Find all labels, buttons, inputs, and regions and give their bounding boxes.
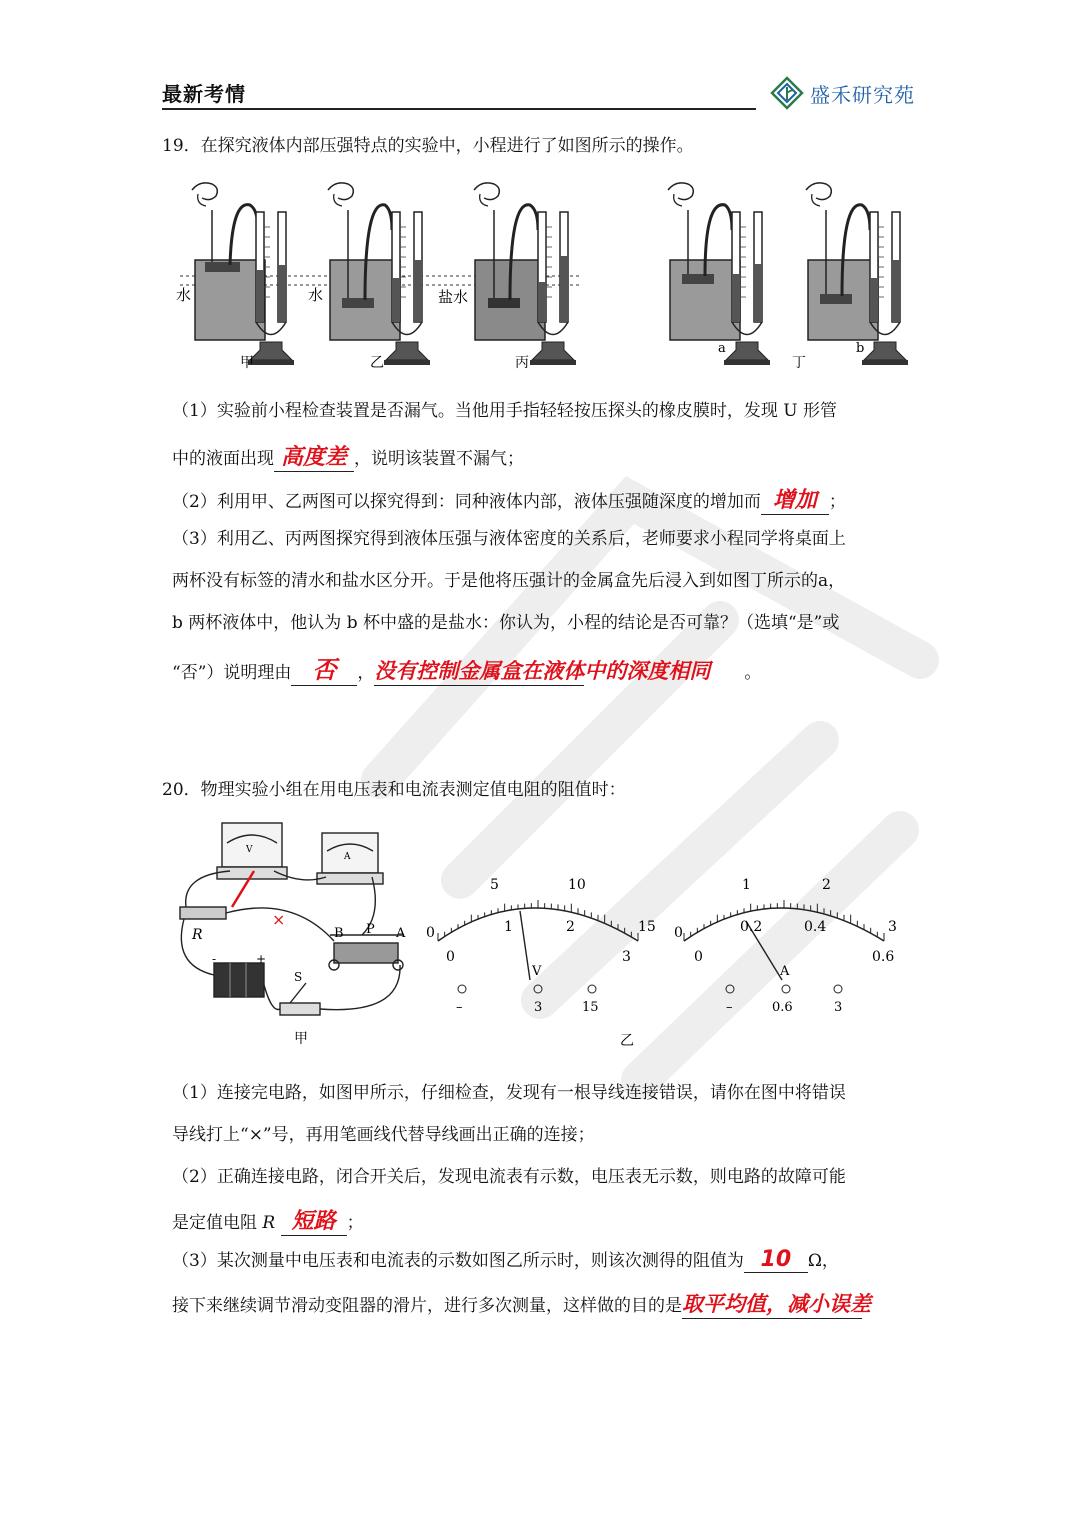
a-top-2: 2 <box>822 877 831 893</box>
q19-stem: 19．在探究液体内部压强特点的实验中，小程进行了如图所示的操作。 <box>162 136 694 156</box>
label-R: R <box>192 927 203 943</box>
header-title: 最新考情 <box>162 82 246 106</box>
battery-plus: + <box>256 952 267 966</box>
fig-yi <box>328 183 430 365</box>
answer-20-3b: 取平均值，减小误差 <box>682 1288 862 1319</box>
battery-minus: - <box>212 952 217 966</box>
v-top-15: 15 <box>638 919 656 935</box>
caption-b: b <box>856 341 865 356</box>
v-bot-0: 0 <box>446 949 455 965</box>
answer-1: 高度差 <box>274 440 354 472</box>
q20-p1-line1: （1）连接完电路，如图甲所示，仔细检查，发现有一根导线连接错误，请你在图中将错误 <box>172 1083 846 1103</box>
a-bot-0.6: 0.6 <box>872 949 895 965</box>
q19-p2-line: （2）利用甲、乙两图可以探究得到：同种液体内部，液体压强随深度的增加而 增加 ； <box>172 483 846 515</box>
fig-ding-b <box>806 183 908 365</box>
v-top-10: 10 <box>568 877 586 893</box>
fig-bing <box>474 183 576 365</box>
fig-jia <box>192 183 294 365</box>
q20-figure <box>172 815 912 1055</box>
label-P: P <box>366 922 375 937</box>
q19-p3-line1: （3）利用乙、丙两图探究得到液体压强与液体密度的关系后，老师要求小程同学将桌面上 <box>172 529 846 549</box>
a-dial-label: A <box>780 964 790 979</box>
q20-p2-line2: 是定值电阻 R 短路 ； <box>172 1204 364 1236</box>
voltmeter-symbol: V <box>246 845 253 855</box>
v-term-3: 3 <box>534 1000 543 1015</box>
a-top-1: 1 <box>742 877 751 893</box>
a-bot-0: 0 <box>694 949 703 965</box>
q19-p3-line2: 两杯没有标签的清水和盐水区分开。于是他将压强计的金属盒先后浸入到如图丁所示的a， <box>172 571 846 591</box>
q20-p1-line2: 导线打上“×”号，再用笔画线代替导线画出正确的连接； <box>172 1125 595 1145</box>
a-term-0.6: 0.6 <box>772 1000 793 1015</box>
q19-p1-line1: （1）实验前小程检查装置是否漏气。当他用手指轻轻按压探头的橡皮膜时，发现 U 形管 <box>172 401 837 421</box>
answer-20-2: 短路 <box>281 1204 347 1236</box>
caption-a: a <box>718 341 726 356</box>
v-bot-2: 2 <box>566 919 575 935</box>
v-term-minus: – <box>456 1000 463 1015</box>
label-S: S <box>294 970 303 984</box>
a-term-3: 3 <box>834 1000 843 1015</box>
v-top-5: 5 <box>490 877 499 893</box>
brand-logo <box>770 76 915 110</box>
a-top-3: 3 <box>888 919 897 935</box>
v-dial-label: V <box>532 964 542 979</box>
caption-yi-20: 乙 <box>620 1033 634 1049</box>
q20-stem: 20．物理实验小组在用电压表和电流表测定值电阻的阻值时： <box>162 780 626 800</box>
v-bot-1: 1 <box>504 919 513 935</box>
circuit-diagram <box>180 823 404 1015</box>
caption-yi: 乙 <box>370 355 384 371</box>
answer-20-3a: 10 <box>744 1247 808 1273</box>
answer-3a: 否 <box>291 650 357 686</box>
ammeter-symbol: A <box>344 852 351 862</box>
leaf-logo-icon <box>770 76 804 110</box>
caption-ding: 丁 <box>792 355 806 371</box>
brand-name: 盛禾研究苑 <box>810 82 915 107</box>
label-salt-water: 盐水 <box>438 288 469 306</box>
q19-p3-line3: b 两杯液体中，他认为 b 杯中盛的是盐水：你认为，小程的结论是否可靠？（选填“是”或 <box>172 613 840 633</box>
answer-2: 增加 <box>761 483 829 515</box>
q19-p3-line4: “否”）说明理由 否 ，没有控制金属盒在液体中的深度相同 。 <box>172 650 601 686</box>
q20-p3-line2: 接下来继续调节滑动变阻器的滑片，进行多次测量，这样做的目的是取平均值，减小误差 <box>172 1288 862 1319</box>
label-water-1: 水 <box>176 286 192 304</box>
header-divider <box>162 108 756 110</box>
v-bot-3: 3 <box>622 949 631 965</box>
voltmeter-dial <box>438 900 638 993</box>
q20-p3-line1: （3）某次测量中电压表和电流表的示数如图乙所示时，则该次测得的阻值为 10 Ω， <box>172 1247 839 1272</box>
caption-jia-20: 甲 <box>294 1031 308 1047</box>
q20-p2-line1: （2）正确连接电路，闭合开关后，发现电流表有示数，电压表无示数，则电路的故障可能 <box>172 1167 846 1187</box>
a-bot-0.4: 0.4 <box>804 919 827 935</box>
v-term-15: 15 <box>582 1000 599 1015</box>
a-top-0: 0 <box>674 925 683 941</box>
v-top-0: 0 <box>426 925 435 941</box>
error-cross-mark: × <box>272 910 286 929</box>
a-bot-0.2: 0.2 <box>740 919 763 935</box>
ammeter-dial <box>684 908 884 993</box>
caption-jia: 甲 <box>240 355 254 371</box>
label-A: A <box>396 926 406 941</box>
q19-p1-line2: 中的液面出现 高度差 ，说明该装置不漏气； <box>172 440 524 472</box>
answer-3b: 没有控制金属盒在液体中的深度相同 <box>374 655 584 686</box>
label-B: B <box>334 926 344 941</box>
label-water-2: 水 <box>308 286 324 304</box>
q19-figure <box>170 170 920 375</box>
a-term-minus: – <box>726 1000 733 1015</box>
caption-bing: 丙 <box>515 355 529 371</box>
fig-ding-a <box>668 183 770 365</box>
